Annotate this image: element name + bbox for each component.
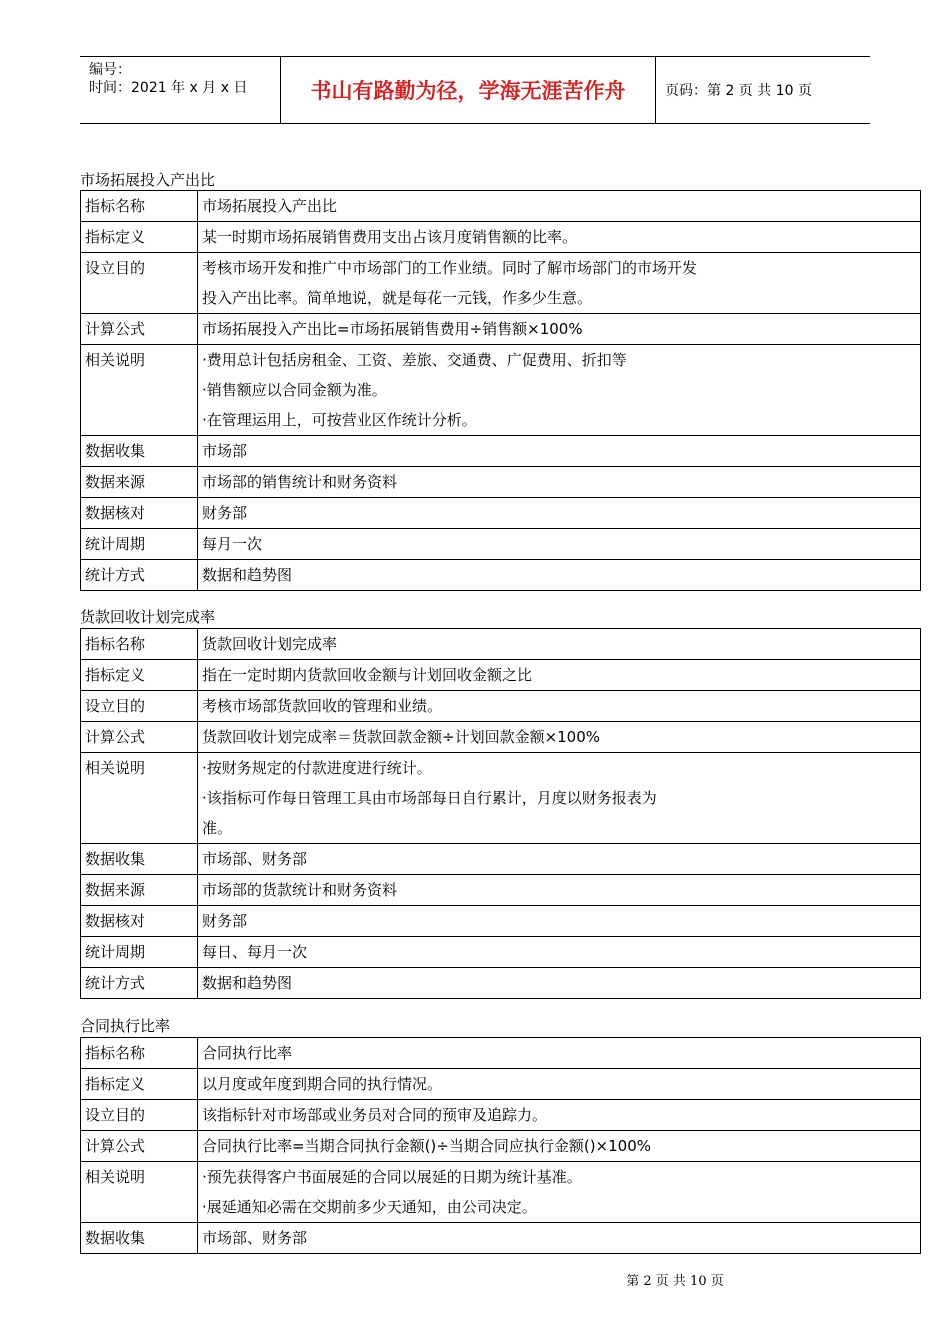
row-label: 数据收集 — [81, 436, 198, 467]
table-row — [81, 875, 921, 906]
row-value-line: ·销售额应以合同金额为准。 — [202, 381, 387, 399]
row-value-line: 市场部 — [202, 442, 248, 460]
row-label: 指标名称 — [81, 191, 198, 222]
row-value-line: 每日、每月一次 — [202, 943, 308, 961]
table-row — [81, 937, 921, 968]
page-header — [80, 56, 870, 124]
row-value-line: 数据和趋势图 — [202, 566, 293, 584]
row-value-line: 市场拓展投入产出比=市场拓展销售费用÷销售额×100% — [202, 320, 583, 338]
row-value-line: 每月一次 — [202, 535, 263, 553]
row-value — [198, 722, 921, 753]
row-value — [198, 1223, 921, 1254]
row-value-line: 指在一定时期内货款回收金额与计划回收金额之比 — [202, 666, 533, 684]
row-value-line: 考核市场开发和推广中市场部门的工作业绩。同时了解市场部门的市场开发 — [202, 259, 698, 277]
row-label: 统计方式 — [81, 560, 198, 591]
row-value-line: ·该指标可作每日管理工具由市场部每日自行累计，月度以财务报表为 — [202, 789, 657, 807]
table-row — [81, 844, 921, 875]
table-row — [81, 1223, 921, 1254]
row-value — [198, 660, 921, 691]
kpi-table — [80, 628, 921, 999]
row-label: 设立目的 — [81, 253, 198, 314]
row-value-line: 市场部、财务部 — [202, 1229, 308, 1247]
row-value — [198, 629, 921, 660]
row-label: 相关说明 — [81, 753, 198, 844]
row-value — [198, 968, 921, 999]
table-row — [81, 1131, 921, 1162]
row-value-line: 市场部、财务部 — [202, 850, 308, 868]
row-value — [198, 253, 921, 314]
row-value-line: 合同执行比率 — [202, 1044, 293, 1062]
row-label: 数据核对 — [81, 906, 198, 937]
row-value — [198, 1131, 921, 1162]
row-label: 计算公式 — [81, 314, 198, 345]
row-label: 数据来源 — [81, 467, 198, 498]
row-value — [198, 906, 921, 937]
table-row — [81, 345, 921, 436]
row-label: 统计周期 — [81, 937, 198, 968]
row-value-line: ·在管理运用上，可按营业区作统计分析。 — [202, 411, 477, 429]
kpi-table — [80, 190, 921, 591]
header-meta — [80, 57, 281, 123]
table-row — [81, 467, 921, 498]
row-label: 指标定义 — [81, 660, 198, 691]
row-value — [198, 222, 921, 253]
row-value — [198, 467, 921, 498]
row-label: 指标定义 — [81, 1069, 198, 1100]
section-title: 市场拓展投入产出比 — [80, 171, 216, 189]
row-value-line: 市场拓展投入产出比 — [202, 197, 338, 215]
table-row — [81, 253, 921, 314]
row-value-line: 财务部 — [202, 504, 248, 522]
table-row — [81, 968, 921, 999]
row-value — [198, 875, 921, 906]
table-row — [81, 1069, 921, 1100]
row-label: 相关说明 — [81, 345, 198, 436]
row-label: 指标定义 — [81, 222, 198, 253]
row-value-line: ·预先获得客户书面展延的合同以展延的日期为统计基准。 — [202, 1168, 582, 1186]
row-value-line: 某一时期市场拓展销售费用支出占该月度销售额的比率。 — [202, 228, 578, 246]
row-label: 设立目的 — [81, 691, 198, 722]
row-value — [198, 1069, 921, 1100]
header-page-info: 页码：第 2 页 共 10 页 — [665, 83, 812, 99]
row-value-line: 市场部的货款统计和财务资料 — [202, 881, 398, 899]
row-value-line: 该指标针对市场部或业务员对合同的预审及追踪力。 — [202, 1106, 548, 1124]
table-row — [81, 691, 921, 722]
table-row — [81, 660, 921, 691]
row-value — [198, 691, 921, 722]
table-row — [81, 222, 921, 253]
footer-page-number: 第 2 页 共 10 页 — [626, 1274, 724, 1289]
row-value-line: ·按财务规定的付款进度进行统计。 — [202, 759, 432, 777]
row-value-line: ·费用总计包括房租金、工资、差旅、交通费、广促费用、折扣等 — [202, 351, 627, 369]
row-value — [198, 191, 921, 222]
row-value — [198, 436, 921, 467]
table-row — [81, 629, 921, 660]
row-value-line: 货款回收计划完成率＝货款回款金额÷计划回款金额×100% — [202, 728, 601, 746]
page-footer — [0, 1270, 950, 1289]
row-label: 计算公式 — [81, 1131, 198, 1162]
table-row — [81, 753, 921, 844]
row-value — [198, 345, 921, 436]
row-label: 统计方式 — [81, 968, 198, 999]
row-label: 数据核对 — [81, 498, 198, 529]
header-motto: 书山有路勤为径，学海无涯苦作舟 — [281, 57, 656, 123]
row-value-line: 财务部 — [202, 912, 248, 930]
table-row — [81, 722, 921, 753]
table-row — [81, 191, 921, 222]
table-row — [81, 314, 921, 345]
row-label: 统计周期 — [81, 529, 198, 560]
row-value — [198, 498, 921, 529]
row-value — [198, 1038, 921, 1069]
row-value-line: ·展延通知必需在交期前多少天通知，由公司决定。 — [202, 1198, 537, 1216]
row-value-line: 以月度或年度到期合同的执行情况。 — [202, 1075, 443, 1093]
row-value-line: 投入产出比率。简单地说，就是每花一元钱，作多少生意。 — [202, 289, 593, 307]
row-value — [198, 529, 921, 560]
table-row — [81, 1162, 921, 1223]
row-label: 数据收集 — [81, 844, 198, 875]
row-value — [198, 844, 921, 875]
row-value-line: 市场部的销售统计和财务资料 — [202, 473, 398, 491]
table-row — [81, 1100, 921, 1131]
row-label: 指标名称 — [81, 1038, 198, 1069]
table-row — [81, 1038, 921, 1069]
row-value — [198, 560, 921, 591]
row-label: 计算公式 — [81, 722, 198, 753]
table-row — [81, 436, 921, 467]
row-label: 指标名称 — [81, 629, 198, 660]
section-title: 合同执行比率 — [80, 1017, 171, 1035]
table-row — [81, 906, 921, 937]
row-value-line: 考核市场部货款回收的管理和业绩。 — [202, 697, 443, 715]
row-label: 数据收集 — [81, 1223, 198, 1254]
row-value — [198, 753, 921, 844]
row-value-line: 合同执行比率=当期合同执行金额()÷当期合同应执行金额()×100% — [202, 1137, 651, 1155]
row-label: 设立目的 — [81, 1100, 198, 1131]
kpi-table — [80, 1037, 921, 1254]
row-value — [198, 1162, 921, 1223]
document-date: 时间：2021 年 x 月 x 日 — [89, 80, 248, 96]
section-title: 货款回收计划完成率 — [80, 608, 216, 626]
table-row — [81, 498, 921, 529]
row-value — [198, 314, 921, 345]
row-value-line: 数据和趋势图 — [202, 974, 293, 992]
row-label: 数据来源 — [81, 875, 198, 906]
row-value-line: 准。 — [202, 819, 233, 837]
row-value — [198, 1100, 921, 1131]
row-value-line: 货款回收计划完成率 — [202, 635, 338, 653]
row-value — [198, 937, 921, 968]
document-number-label: 编号： — [89, 62, 131, 78]
row-label: 相关说明 — [81, 1162, 198, 1223]
table-row — [81, 560, 921, 591]
table-row — [81, 529, 921, 560]
